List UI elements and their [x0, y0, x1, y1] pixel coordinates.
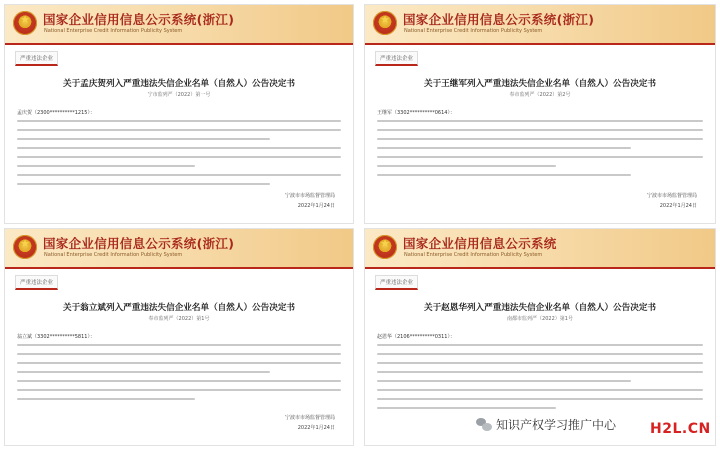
system-title: 国家企业信用信息公示系统(浙江): [403, 12, 595, 27]
document-number: 奉市监列严（2022）第2号: [509, 92, 571, 98]
issuing-organization: 宁波市市场监督管理局: [646, 193, 697, 199]
decision-document-panel: [364, 4, 716, 224]
document-title: 关于孟庆贺列入严重违法失信企业名单（自然人）公告决定书: [62, 79, 296, 89]
national-emblem-icon: [373, 11, 397, 35]
decision-document-panel: [4, 4, 354, 224]
document-title: 关于翁立斌列入严重违法失信企业名单（自然人）公告决定书: [62, 303, 296, 313]
document-number: 奉市监列严（2022）第1号: [148, 316, 210, 322]
site-header-banner: [365, 5, 715, 45]
tab-serious-violation[interactable]: 严重违法企业: [15, 51, 58, 66]
national-emblem-icon: [13, 11, 37, 35]
system-subtitle: National Enterprise Credit Information Publicity System: [404, 252, 543, 258]
document-addressee: 王继军（3302**********0614）：: [377, 110, 455, 116]
document-body: [17, 344, 341, 407]
document-number: 宁市监列严（2022）第一号: [147, 92, 211, 98]
issue-date: 2022年1月24日: [659, 203, 697, 209]
document-addressee: 翁立斌（3302**********5811）：: [17, 334, 95, 340]
wechat-icon: [476, 416, 492, 432]
tab-serious-violation[interactable]: 严重违法企业: [375, 51, 418, 66]
system-title: 国家企业信用信息公示系统(浙江): [43, 12, 235, 27]
system-title: 国家企业信用信息公示系统: [403, 236, 557, 251]
document-number: 南都市监列严（2022）第1号: [507, 316, 573, 322]
national-emblem-icon: [13, 235, 37, 259]
issue-date: 2022年1月24日: [297, 425, 335, 431]
system-subtitle: National Enterprise Credit Information Publicity System: [44, 28, 183, 34]
national-emblem-icon: [373, 235, 397, 259]
document-body: [377, 344, 703, 416]
document-title: 关于王继军列入严重违法失信企业名单（自然人）公告决定书: [423, 79, 657, 89]
issuing-organization: 宁波市市场监督管理局: [284, 193, 335, 199]
document-body: [17, 120, 341, 192]
tab-serious-violation[interactable]: 严重违法企业: [15, 275, 58, 290]
document-body: [377, 120, 703, 183]
tab-serious-violation[interactable]: 严重违法企业: [375, 275, 418, 290]
h2l-logo: H2L.CN: [650, 421, 711, 437]
issue-date: 2022年1月24日: [297, 203, 335, 209]
document-title: 关于赵恩华列入严重违法失信企业名单（自然人）公告决定书: [423, 303, 657, 313]
issuing-organization: 宁波市市场监督管理局: [284, 415, 335, 421]
watermark-text: 知识产权学习推广中心: [496, 417, 617, 432]
site-header-banner: [5, 5, 353, 45]
document-addressee: 孟庆贺（2300**********1215）：: [17, 110, 95, 116]
system-subtitle: National Enterprise Credit Information Publicity System: [44, 252, 183, 258]
decision-document-panel: [4, 228, 354, 446]
wechat-watermark: [472, 413, 620, 435]
site-header-banner: [5, 229, 353, 269]
system-title: 国家企业信用信息公示系统(浙江): [43, 236, 235, 251]
site-header-banner: [365, 229, 715, 269]
document-addressee: 赵恩华（2106**********0311）：: [377, 334, 455, 340]
system-subtitle: National Enterprise Credit Information Publicity System: [404, 28, 543, 34]
